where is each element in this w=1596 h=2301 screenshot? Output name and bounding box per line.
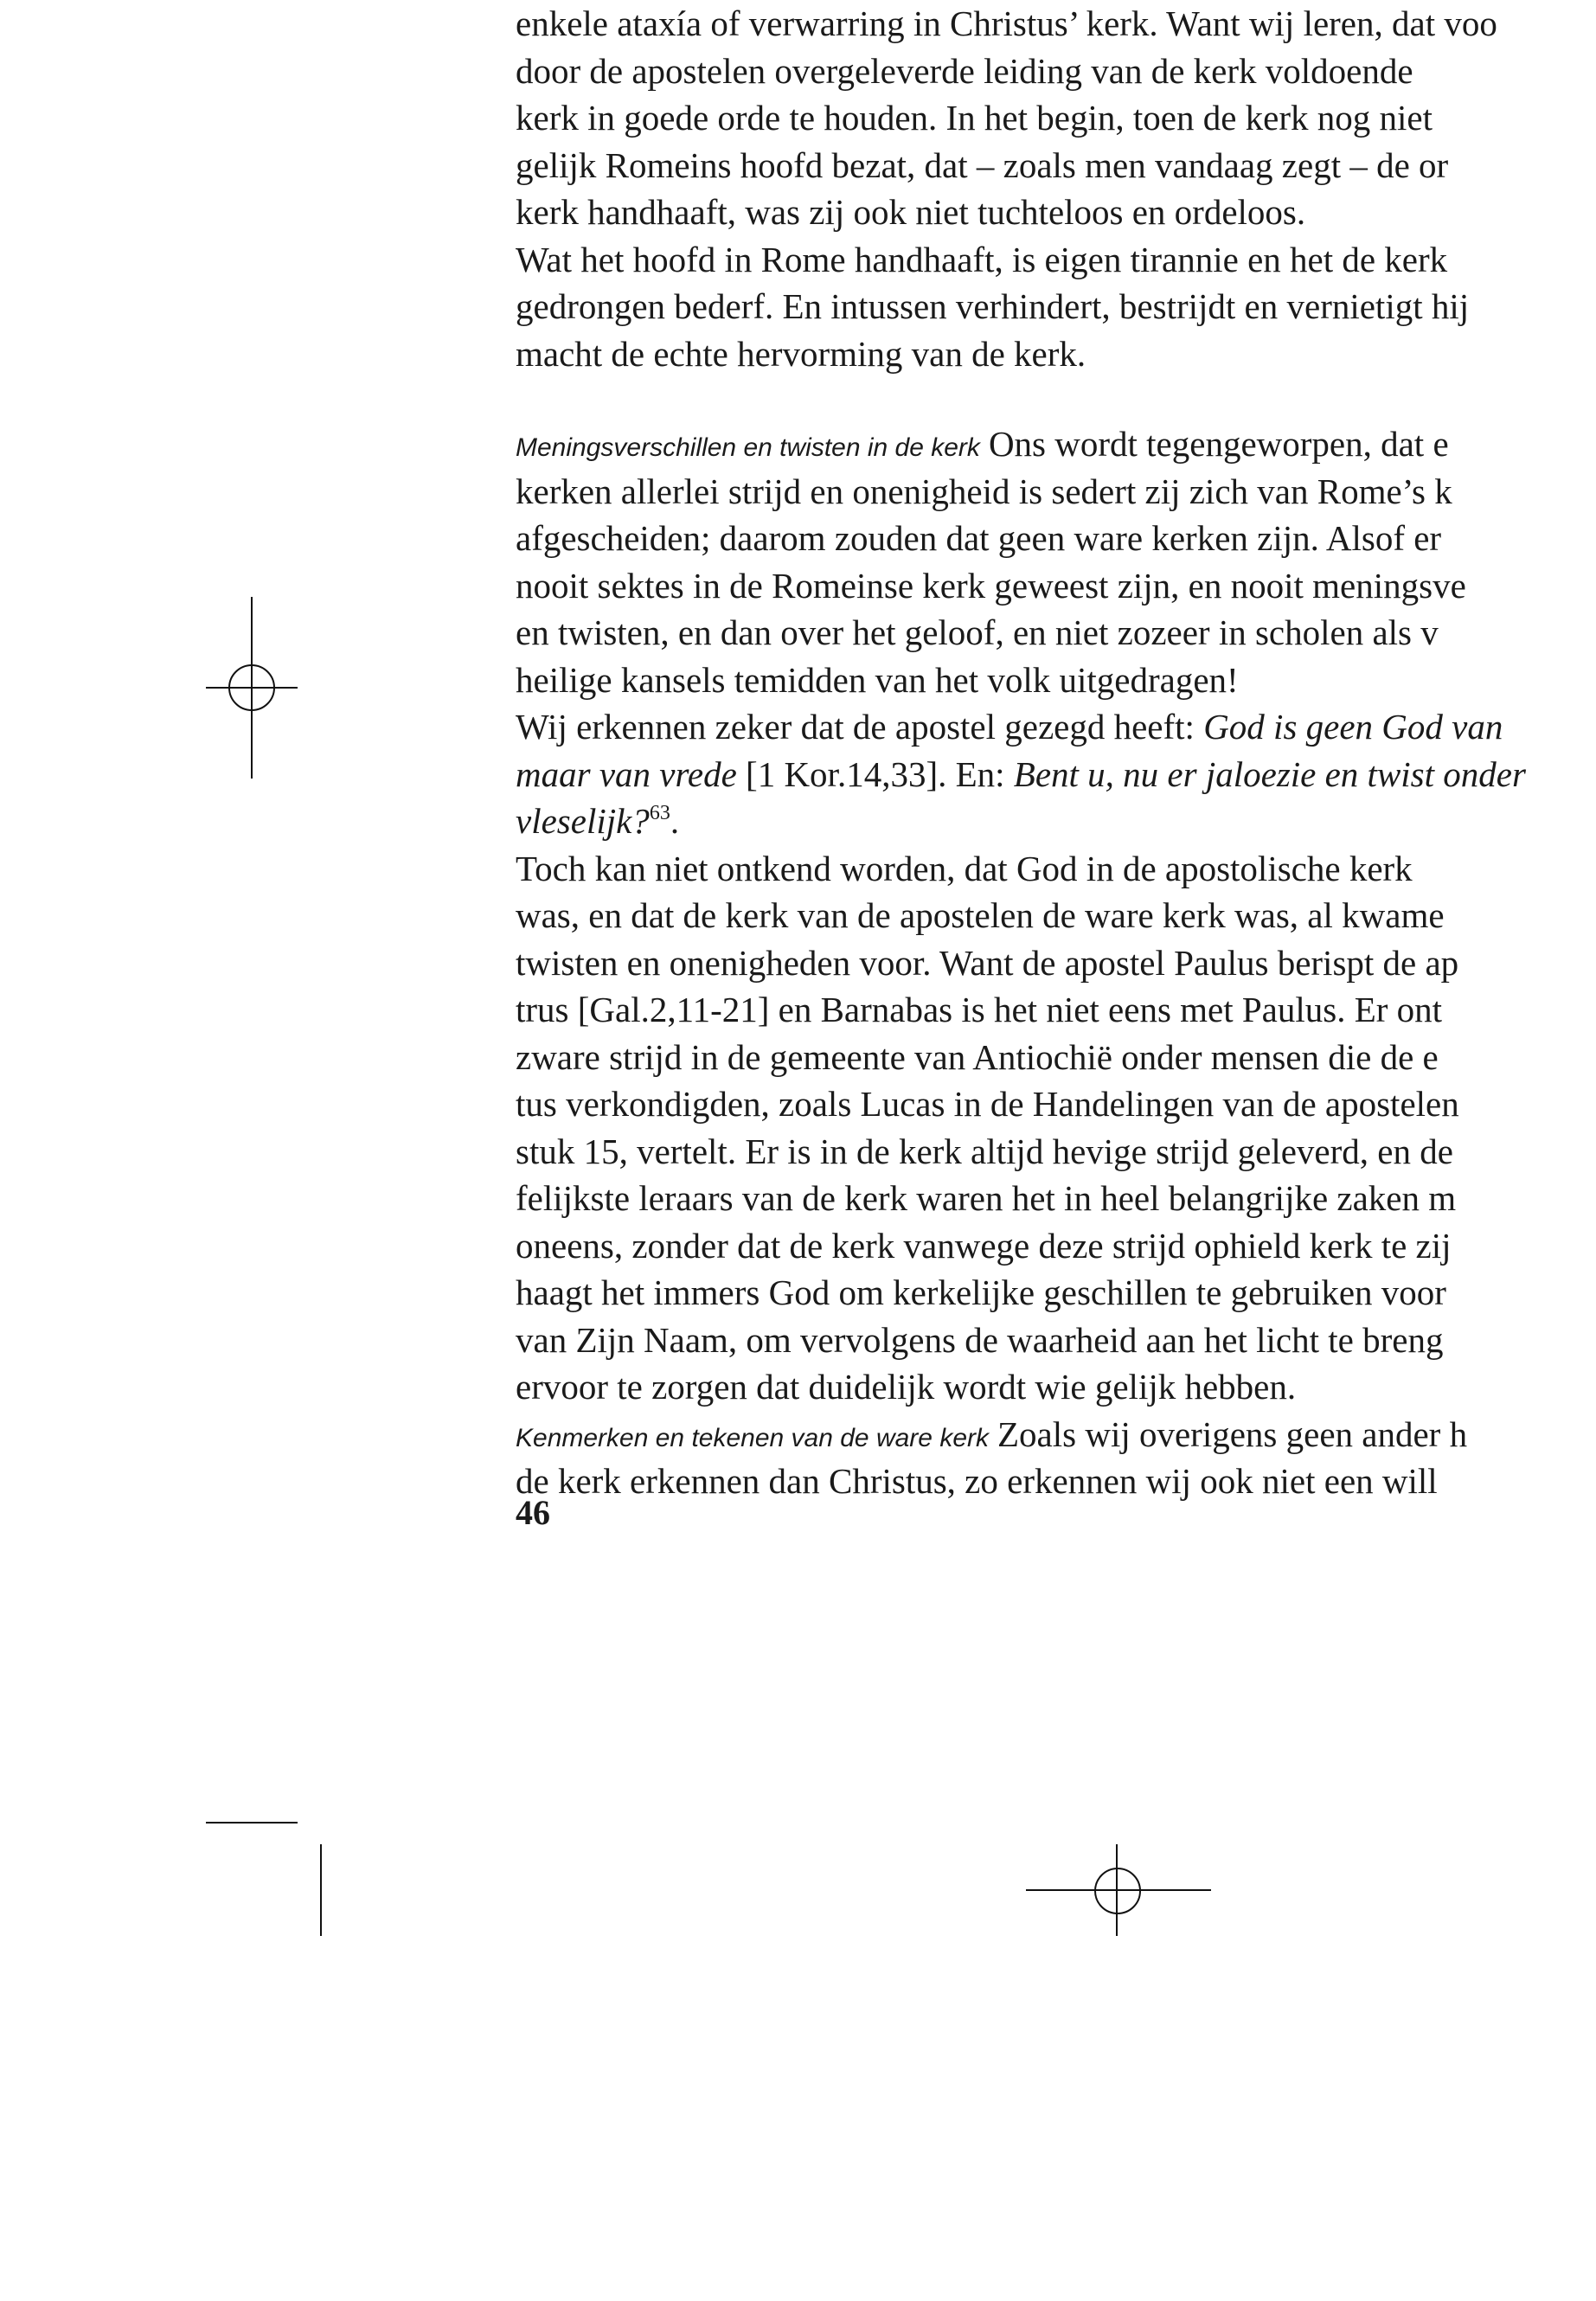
text-line: Wat het hoofd in Rome handhaaft, is eigen tirannie en het de kerk xyxy=(516,239,1448,279)
crop-mark-vertical xyxy=(320,1844,322,1936)
text-line: kerk handhaaft, was zij ook niet tuchteloos en ordeloos. xyxy=(516,192,1306,232)
text-line: felijkste leraars van de kerk waren het in heel belangrijke zaken m xyxy=(516,1178,1457,1218)
text-line: en twisten, en dan over het geloof, en niet zozeer in scholen als v xyxy=(516,612,1439,652)
text-run: . xyxy=(670,801,680,841)
text-line: door de apostelen overgeleverde leiding van de kerk voldoende xyxy=(516,50,1413,91)
text-line: gedrongen bederf. En intussen verhindert, bestrijdt en vernietigt hij xyxy=(516,286,1470,326)
quote-line xyxy=(516,703,1596,751)
text-line: heilige kansels temidden van het volk uitgedragen! xyxy=(516,659,1239,700)
text-line: kerk in goede orde te houden. In het begin, toen de kerk nog niet xyxy=(516,98,1433,138)
text-line: afgescheiden; daarom zouden dat geen ware kerken zijn. Alsof er xyxy=(516,518,1442,558)
text-line: nooit sektes in de Romeinse kerk geweest zijn, en nooit meningsve xyxy=(516,565,1466,606)
crop-mark-horizontal xyxy=(206,1822,298,1823)
text-line: stuk 15, vertelt. Er is in de kerk altijd hevige strijd geleverd, en de xyxy=(516,1131,1453,1171)
crosshair-circle xyxy=(228,664,275,711)
text-run: Ons wordt tegengeworpen, dat e xyxy=(988,424,1449,464)
page-number: 46 xyxy=(516,1493,550,1532)
italic-quote: maar van vrede xyxy=(516,753,737,794)
text-line: enkele ataxía of verwarring in Christus’ kerk. Want wij leren, dat voo xyxy=(516,3,1497,43)
section-heading: Meningsverschillen en twisten in de kerk xyxy=(516,433,980,462)
text-line: trus [Gal.2,11-21] en Barnabas is het niet eens met Paulus. Er ont xyxy=(516,990,1443,1029)
section-first-line xyxy=(516,420,1596,468)
text-line: van Zijn Naam, om vervolgens de waarheid aan het licht te breng xyxy=(516,1319,1444,1360)
text-line: gelijk Romeins hoofd bezat, dat – zoals men vandaag zegt – de or xyxy=(516,144,1449,185)
text-line: oneens, zonder dat de kerk vanwege deze strijd ophield kerk te zij xyxy=(516,1225,1452,1266)
text-line: Toch kan niet ontkend worden, dat God in de apostolische kerk xyxy=(516,848,1413,888)
footnote-reference[interactable]: 63 xyxy=(649,802,670,824)
section-heading: Kenmerken en tekenen van de ware kerk xyxy=(516,1423,989,1452)
italic-quote: vleselijk? xyxy=(516,801,650,841)
body-text xyxy=(516,0,1596,1505)
quote-line xyxy=(516,798,1596,845)
section-first-line xyxy=(516,1411,1596,1458)
text-run: Zoals wij overigens geen ander h xyxy=(997,1413,1468,1454)
text-line: twisten en onenigheden voor. Want de apostel Paulus berispt de ap xyxy=(516,942,1459,983)
text-run: [1 Kor.14,33]. En: xyxy=(736,753,1014,794)
text-line: ervoor te zorgen dat duidelijk wordt wie gelijk hebben. xyxy=(516,1367,1297,1407)
italic-quote: Bent u, nu er jaloezie en twist onder xyxy=(1013,753,1526,794)
paragraph-gap xyxy=(516,377,1596,420)
quote-line xyxy=(516,751,1596,798)
text-line: zware strijd in de gemeente van Antiochië onder mensen die de e xyxy=(516,1036,1439,1077)
text-line: haagt het immers God om kerkelijke geschillen te gebruiken voor xyxy=(516,1272,1446,1312)
text-line: macht de echte hervorming van de kerk. xyxy=(516,333,1086,374)
text-line: kerken allerlei strijd en onenigheid is sedert zij zich van Rome’s k xyxy=(516,471,1452,511)
crosshair-circle xyxy=(1094,1868,1141,1914)
text-line: tus verkondigden, zoals Lucas in de Handelingen van de apostelen xyxy=(516,1084,1459,1124)
italic-quote: God is geen God van xyxy=(1203,707,1503,747)
text-line: was, en dat de kerk van de apostelen de ware kerk was, al kwame xyxy=(516,895,1445,935)
text-run: Wij erkennen zeker dat de apostel gezegd heeft: xyxy=(516,707,1204,747)
text-line: de kerk erkennen dan Christus, zo erkennen wij ook niet een will xyxy=(516,1461,1438,1501)
